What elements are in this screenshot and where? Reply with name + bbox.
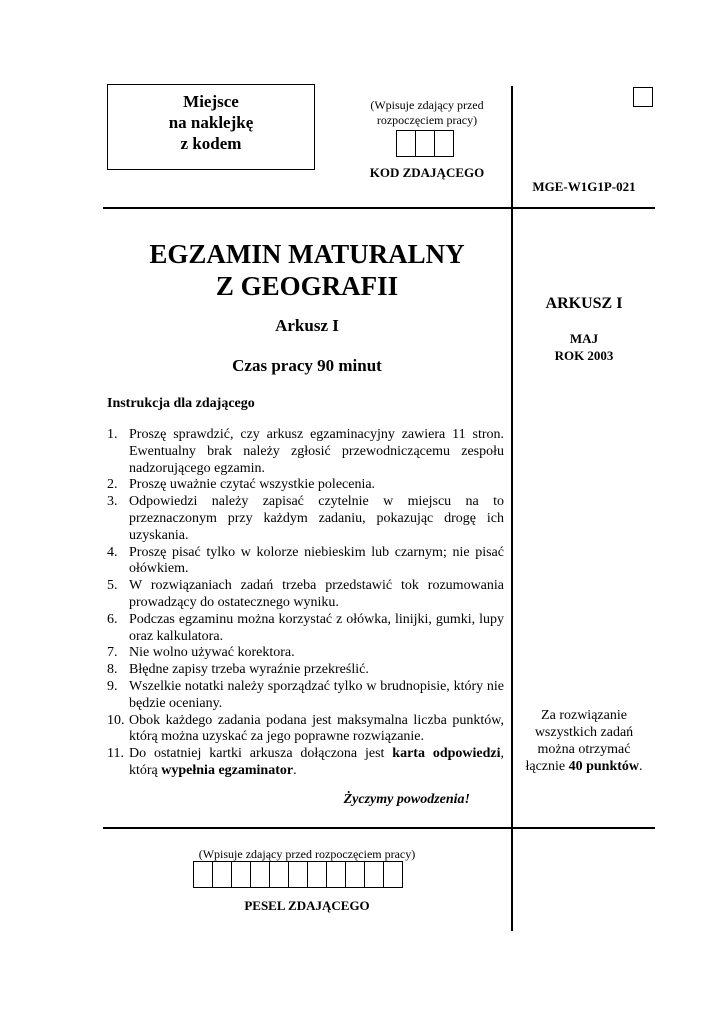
item-text-part: Do ostatniej kartki arkusza dołączona jest bbox=[129, 746, 393, 762]
pesel-label: PESEL ZDAJĄCEGO bbox=[244, 898, 370, 913]
sticker-line-3: z kodem bbox=[180, 134, 242, 153]
item-text-part: . bbox=[293, 762, 297, 778]
item-text: Obok każdego zadania podana jest maksymalna liczba punktów, którą można uzyskać za jego poprawne rozwiązanie. bbox=[129, 712, 504, 745]
list-item bbox=[107, 427, 504, 477]
sticker-placeholder-box bbox=[107, 84, 315, 170]
list-item bbox=[107, 713, 504, 747]
max-points-note bbox=[514, 707, 654, 775]
code-digit-cell[interactable] bbox=[434, 130, 454, 157]
item-number: 11. bbox=[107, 746, 124, 762]
exam-title bbox=[107, 238, 507, 302]
exam-duration: Czas pracy 90 minut bbox=[232, 356, 382, 375]
instructions-list bbox=[107, 427, 504, 780]
exam-month: MAJ bbox=[569, 331, 599, 346]
item-text: W rozwiązaniach zadań trzeba przedstawić tok rozumowania prowadzący do ostatecznego wyniku. bbox=[129, 578, 504, 610]
exam-code: MGE-W1G1P-021 bbox=[532, 179, 636, 194]
instructions-heading: Instrukcja dla zdającego bbox=[107, 396, 255, 411]
list-item bbox=[107, 545, 504, 579]
item-text: Proszę pisać tylko w kolorze niebieskim lub czarnym; nie pisać ołówkiem. bbox=[129, 544, 504, 577]
list-item bbox=[107, 612, 504, 646]
item-number: 2. bbox=[107, 477, 118, 493]
pesel-digit-cell[interactable] bbox=[364, 861, 384, 888]
code-note bbox=[347, 98, 507, 128]
exam-year: ROK 2003 bbox=[554, 348, 614, 363]
code-digit-cell[interactable] bbox=[396, 130, 416, 157]
item-number: 5. bbox=[107, 578, 118, 594]
points-prefix: łącznie bbox=[525, 759, 569, 774]
code-label: KOD ZDAJĄCEGO bbox=[369, 165, 485, 180]
item-number: 6. bbox=[107, 611, 118, 627]
list-item bbox=[107, 494, 504, 544]
item-text: Błędne zapisy trzeba wyraźnie przekreślić. bbox=[129, 662, 369, 678]
sticker-line-2: na naklejkę bbox=[168, 113, 254, 132]
item-number: 3. bbox=[107, 494, 118, 510]
pesel-digit-cell[interactable] bbox=[307, 861, 327, 888]
sticker-line-1: Miejsce bbox=[183, 92, 239, 111]
code-digit-cell[interactable] bbox=[415, 130, 435, 157]
points-line-4 bbox=[514, 758, 654, 775]
item-text: Nie wolno używać korektora. bbox=[129, 645, 295, 661]
pesel-digit-cell[interactable] bbox=[212, 861, 232, 888]
bottom-divider bbox=[103, 827, 655, 829]
top-divider bbox=[103, 207, 655, 209]
pesel-digit-cell[interactable] bbox=[193, 861, 213, 888]
pesel-digit-cell[interactable] bbox=[288, 861, 308, 888]
item-text: Wszelkie notatki należy sporządzać tylko w brudnopisie, który nie będzie oceniany. bbox=[129, 678, 504, 711]
pesel-note: (Wpisuje zdający przed rozpoczęciem pracy) bbox=[198, 847, 416, 861]
points-line-2: wszystkich zadań bbox=[534, 725, 634, 740]
item-number: 4. bbox=[107, 544, 118, 560]
answer-card-emphasis: karta odpowiedzi bbox=[392, 746, 501, 762]
item-text: Podczas egzaminu można korzystać z ołówka, linijki, gumki, lupy oraz kalkulatora. bbox=[129, 611, 504, 644]
points-line-1: Za rozwiązanie bbox=[541, 708, 627, 723]
item-text-part: , którą bbox=[129, 746, 504, 778]
pesel-digit-cell[interactable] bbox=[269, 861, 289, 888]
list-item bbox=[107, 578, 504, 612]
item-text: Proszę sprawdzić, czy arkusz egzaminacyjny zawiera 11 stron. Ewentualny brak należy zgłosić przewodniczącemu zespołu nadzorującego egzamin. bbox=[129, 427, 504, 476]
list-item bbox=[107, 645, 504, 662]
pesel-digit-cell[interactable] bbox=[345, 861, 365, 888]
list-item bbox=[107, 477, 504, 494]
item-number: 7. bbox=[107, 645, 118, 661]
list-item bbox=[107, 662, 504, 679]
corner-checkbox[interactable] bbox=[633, 87, 653, 107]
good-luck-message: Życzymy powodzenia! bbox=[343, 792, 470, 807]
item-number: 9. bbox=[107, 678, 118, 694]
points-total: 40 punktów bbox=[568, 759, 640, 774]
sheet-label: ARKUSZ I bbox=[545, 295, 623, 312]
list-item bbox=[107, 679, 504, 713]
item-text bbox=[129, 746, 504, 780]
points-suffix: . bbox=[639, 759, 643, 774]
pesel-digit-cell[interactable] bbox=[250, 861, 270, 888]
sheet-subtitle: Arkusz I bbox=[275, 316, 339, 335]
vertical-divider bbox=[511, 86, 513, 931]
pesel-input-cells[interactable] bbox=[193, 861, 403, 888]
code-note-line-1: (Wpisuje zdający przed bbox=[370, 98, 484, 112]
pesel-digit-cell[interactable] bbox=[231, 861, 251, 888]
points-line-3: można otrzymać bbox=[537, 742, 631, 757]
pesel-digit-cell[interactable] bbox=[326, 861, 346, 888]
item-text: Odpowiedzi należy zapisać czytelnie w miejscu na to przeznaczonym przy każdym zadaniu, pokazując drogę ich uzyskania. bbox=[129, 494, 504, 543]
item-number: 8. bbox=[107, 662, 118, 678]
title-line-2: Z GEOGRAFII bbox=[215, 271, 399, 301]
pesel-digit-cell[interactable] bbox=[383, 861, 403, 888]
item-text: Proszę uważnie czytać wszystkie polecenia. bbox=[129, 477, 376, 493]
examiner-emphasis: wypełnia egzaminator bbox=[161, 762, 294, 778]
code-input-cells[interactable] bbox=[396, 130, 454, 157]
code-note-line-2: rozpoczęciem pracy) bbox=[376, 113, 478, 127]
list-item bbox=[107, 746, 504, 780]
title-line-1: EGZAMIN MATURALNY bbox=[149, 239, 465, 269]
item-number: 1. bbox=[107, 427, 118, 442]
item-number: 10. bbox=[107, 712, 125, 728]
